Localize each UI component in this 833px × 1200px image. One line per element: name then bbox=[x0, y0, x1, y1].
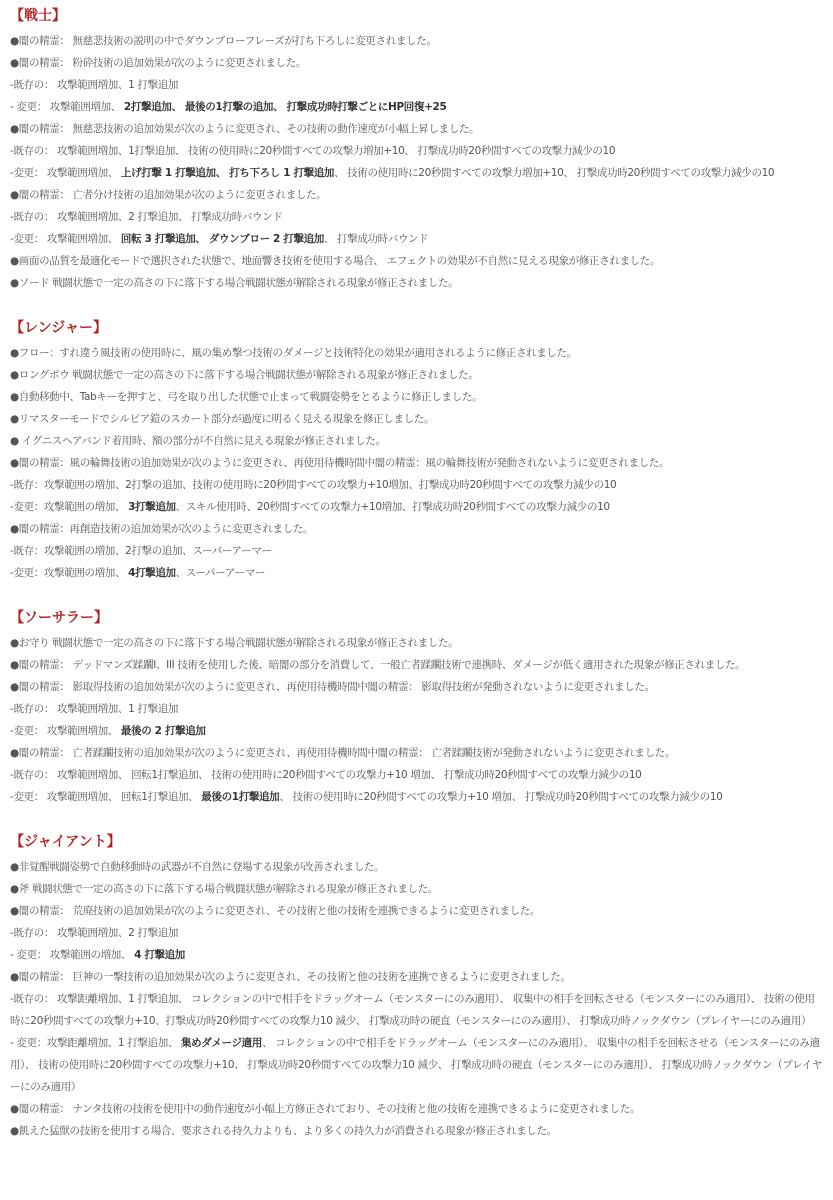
note-text: ●飢えた猛獣の技術を使用する場合、要求される持久力よりも、より多くの持久力が消費される現象が修正されました。 bbox=[10, 1125, 557, 1137]
section-heading: 【ソーサラー】 bbox=[10, 610, 108, 626]
note-line bbox=[10, 386, 823, 408]
note-line bbox=[10, 1120, 823, 1142]
note-line bbox=[10, 118, 823, 140]
class-section bbox=[10, 6, 823, 294]
note-line bbox=[10, 676, 823, 698]
note-line bbox=[10, 878, 823, 900]
section-heading: 【戦士】 bbox=[10, 8, 66, 24]
note-line bbox=[10, 988, 823, 1032]
highlight-text: 2打撃追加、 最後の1打撃の追加、 打撃成功時打撃ごとにHP回復+25 bbox=[123, 101, 447, 113]
note-text: -変更： 攻撃範囲増加、 bbox=[10, 233, 121, 245]
note-text: -変更： 攻撃範囲増加、 回転1打撃追加、 bbox=[10, 791, 202, 803]
note-text: - 変更： 攻撃範囲の増加、 bbox=[10, 949, 135, 961]
note-line bbox=[10, 764, 823, 786]
note-text: ●闇の精霊： 亡者分け技術の追加効果が次のように変更されました。 bbox=[10, 189, 327, 201]
note-line bbox=[10, 30, 823, 52]
note-text: ●非覚醒戦闘姿勢で自動移動時の武器が不自然に登場する現象が改善されました。 bbox=[10, 861, 385, 873]
note-line bbox=[10, 364, 823, 386]
highlight-text: 3打撃追加 bbox=[128, 501, 176, 513]
note-text: ●ソード 戦闘状態で一定の高さの下に落下する場合戦闘状態が解除される現象が修正されました。 bbox=[10, 277, 459, 289]
note-text: ●闇の精霊： 無慈悲技術の追加効果が次のように変更され、その技術の動作速度が小幅上昇しました。 bbox=[10, 123, 480, 135]
highlight-text: 4打撃追加 bbox=[128, 567, 176, 579]
note-text: -変更： 攻撃範囲増加、 bbox=[10, 167, 121, 179]
note-line bbox=[10, 944, 823, 966]
note-text: -変更：攻撃範囲の増加、 bbox=[10, 501, 129, 513]
section-heading: 【レンジャー】 bbox=[10, 320, 108, 336]
note-text: ●闇の精霊： 無慈悲技術の説明の中でダウンブローフレーズが打ち下ろしに変更されました。 bbox=[10, 35, 437, 47]
note-text: - 変更： 攻撃範囲増加、 bbox=[10, 101, 124, 113]
note-line bbox=[10, 720, 823, 742]
note-text: 、スキル使用時、20秒間すべての攻撃力+10増加、打撃成功時20秒間すべての攻撃力減少の10 bbox=[175, 501, 610, 513]
note-line bbox=[10, 140, 823, 162]
note-line bbox=[10, 922, 823, 944]
note-line bbox=[10, 1032, 823, 1098]
class-section bbox=[10, 318, 823, 584]
note-text: -既存の： 攻撃範囲増加、 回転1打撃追加、 技術の使用時に20秒間すべての攻撃力+10 増加、 打撃成功時20秒間すべての攻撃力減少の10 bbox=[10, 769, 642, 781]
note-text: ●闇の精霊： 影取得技術の追加効果が次のように変更され、再使用待機時間中闇の精霊： 影取得技術が発動されないように変更されました。 bbox=[10, 681, 655, 693]
note-line bbox=[10, 698, 823, 720]
note-text: 、 打撃成功時バウンド bbox=[323, 233, 429, 245]
note-line bbox=[10, 742, 823, 764]
note-text: ●闇の精霊： 巨神の一撃技術の追加効果が次のように変更され、その技術と他の技術を連携できるように変更されました。 bbox=[10, 971, 571, 983]
note-line bbox=[10, 96, 823, 118]
note-line bbox=[10, 900, 823, 922]
highlight-text: 上げ打撃 1 打撃追加、 打ち下ろし 1 打撃追加 bbox=[120, 167, 335, 179]
note-text: - 変更：攻撃距離増加、1 打撃追加、 bbox=[10, 1037, 181, 1049]
note-text: ●闇の精霊： 亡者蹂躙技術の追加効果が次のように変更され、再使用待機時間中闇の精霊： 亡者蹂躙技術が発動されないように変更されました。 bbox=[10, 747, 676, 759]
highlight-text: 回転 3 打撃追加、 ダウンブロー 2 打撃追加 bbox=[120, 233, 324, 245]
note-text: ●画面の品質を最適化モードで選択された状態で、地面響き技術を使用する場合、 エフェクトの効果が不自然に見える現象が修正されました。 bbox=[10, 255, 661, 267]
note-line bbox=[10, 452, 823, 474]
note-line bbox=[10, 562, 823, 584]
note-line bbox=[10, 786, 823, 808]
note-text: 、スーパーアーマー bbox=[175, 567, 266, 579]
note-line bbox=[10, 74, 823, 96]
note-text: ● イグニスヘアバンド着用時、額の部分が不自然に見える現象が修正されました。 bbox=[10, 435, 386, 447]
note-line bbox=[10, 856, 823, 878]
note-text: 、 技術の使用時に20秒間すべての攻撃力+10 増加、 打撃成功時20秒間すべての攻撃力減少の10 bbox=[279, 791, 723, 803]
note-line bbox=[10, 654, 823, 676]
section-heading: 【ジャイアント】 bbox=[10, 834, 121, 850]
highlight-text: 最後の1打撃追加 bbox=[201, 791, 280, 803]
note-line bbox=[10, 518, 823, 540]
highlight-text: 4 打撃追加 bbox=[134, 949, 185, 961]
note-text: -既存の： 攻撃範囲増加、1 打撃追加 bbox=[10, 79, 178, 91]
note-line bbox=[10, 162, 823, 184]
note-text: -変更：攻撃範囲の増加、 bbox=[10, 567, 129, 579]
note-text: ●闇の精霊： 粉砕技術の追加効果が次のように変更されました。 bbox=[10, 57, 306, 69]
note-line bbox=[10, 632, 823, 654]
note-text: ●フロー：すれ違う風技術の使用時に、風の集め撃つ技術のダメージと技術特化の効果が適用されるように修正されました。 bbox=[10, 347, 577, 359]
note-line bbox=[10, 272, 823, 294]
note-text: 、 技術の使用時に20秒間すべての攻撃力増加+10、 打撃成功時20秒間すべての攻撃力減少の10 bbox=[334, 167, 775, 179]
class-section bbox=[10, 832, 823, 1142]
note-line bbox=[10, 228, 823, 250]
note-line bbox=[10, 540, 823, 562]
note-text: ●ロングボウ 戦闘状態で一定の高さの下に落下する場合戦闘状態が解除される現象が修正されました。 bbox=[10, 369, 479, 381]
note-text: -既存の： 攻撃範囲増加、1 打撃追加 bbox=[10, 703, 178, 715]
note-text: -既存：攻撃範囲の増加、2打撃の追加、スーパーアーマー bbox=[10, 545, 272, 557]
note-line bbox=[10, 1098, 823, 1120]
note-line bbox=[10, 474, 823, 496]
note-text: -変更： 攻撃範囲増加、 bbox=[10, 725, 121, 737]
note-text: ●闇の精霊： デッドマンズ蹂躙I、III 技術を使用した後、暗闇の部分を消費して、一般亡者蹂躙技術で連携時、ダメージが低く適用された現象が修正されました。 bbox=[10, 659, 746, 671]
note-text: ●斧 戦闘状態で一定の高さの下に落下する場合戦闘状態が解除される現象が修正されました。 bbox=[10, 883, 438, 895]
note-line bbox=[10, 430, 823, 452]
note-text: -既存の： 攻撃範囲増加、2 打撃追加 bbox=[10, 927, 178, 939]
note-text: ●闇の精霊： 荒廃技術の追加効果が次のように変更され、その技術と他の技術を連携できるように変更されました。 bbox=[10, 905, 541, 917]
note-text: ●闇の精霊： ナンタ技術の技術を使用中の動作速度が小幅上方修正されており、その技術と他の技術を連携できるように変更されました。 bbox=[10, 1103, 641, 1115]
note-text: -既存の： 攻撃範囲増加、1打撃追加、 技術の使用時に20秒間すべての攻撃力増加+10、 打撃成功時20秒間すべての攻撃力減少の10 bbox=[10, 145, 616, 157]
highlight-text: 集めダメージ適用 bbox=[180, 1037, 262, 1049]
class-section bbox=[10, 608, 823, 808]
note-line bbox=[10, 342, 823, 364]
note-line bbox=[10, 250, 823, 272]
note-text: -既存：攻撃範囲の増加、2打撃の追加、技術の使用時に20秒間すべての攻撃力+10増加、打撃成功時20秒間すべての攻撃力減少の10 bbox=[10, 479, 617, 491]
note-line bbox=[10, 184, 823, 206]
note-text: ●リマスターモードでシルビア鎧のスカート部分が過度に明るく見える現象を修正しました。 bbox=[10, 413, 435, 425]
note-line bbox=[10, 966, 823, 988]
note-line bbox=[10, 206, 823, 228]
note-line bbox=[10, 408, 823, 430]
note-line bbox=[10, 52, 823, 74]
note-text: ●闇の精霊：再創造技術の追加効果が次のように変更されました。 bbox=[10, 523, 314, 535]
note-text: ●自動移動中、Tabキーを押すと、弓を取り出した状態で止まって戦闘姿勢をとるように修正しました。 bbox=[10, 391, 483, 403]
highlight-text: 最後の 2 打撃追加 bbox=[120, 725, 206, 737]
note-text: -既存の： 攻撃範囲増加、2 打撃追加、 打撃成功時バウンド bbox=[10, 211, 283, 223]
note-text: 、 コレクションの中で相手をドラッグオーム（モンスターにのみ適用）、 収集中の相手を回転させる（モンスターにのみ適用）、 技術の使用時に20秒間すべての攻撃力+10、 打撃成功時20秒間すべての攻撃力10 減少、 打撃成功時の硬直（モンスターにのみ適用）、 打撃成功時ノックダウン（プレイヤーにのみ適用） bbox=[10, 1037, 823, 1093]
note-text: -既存の： 攻撃距離増加、1 打撃追加、 コレクションの中で相手をドラッグオーム（モンスターにのみ適用）、 収集中の相手を回転させる（モンスターにのみ適用）、 技術の使用時に20秒間すべての攻撃力+10、打撃成功時20秒間すべての攻撃力10 減少、 打撃成功時の硬直（モンスターにのみ適用）、 打撃成功時ノックダウン（プレイヤーにのみ適用） bbox=[10, 993, 815, 1027]
note-line bbox=[10, 496, 823, 518]
note-text: ●お守り 戦闘状態で一定の高さの下に落下する場合戦闘状態が解除される現象が修正されました。 bbox=[10, 637, 459, 649]
note-text: ●闇の精霊：風の輪舞技術の追加効果が次のように変更され、再使用待機時間中闇の精霊：風の輪舞技術が発動されないように変更されました。 bbox=[10, 457, 670, 469]
